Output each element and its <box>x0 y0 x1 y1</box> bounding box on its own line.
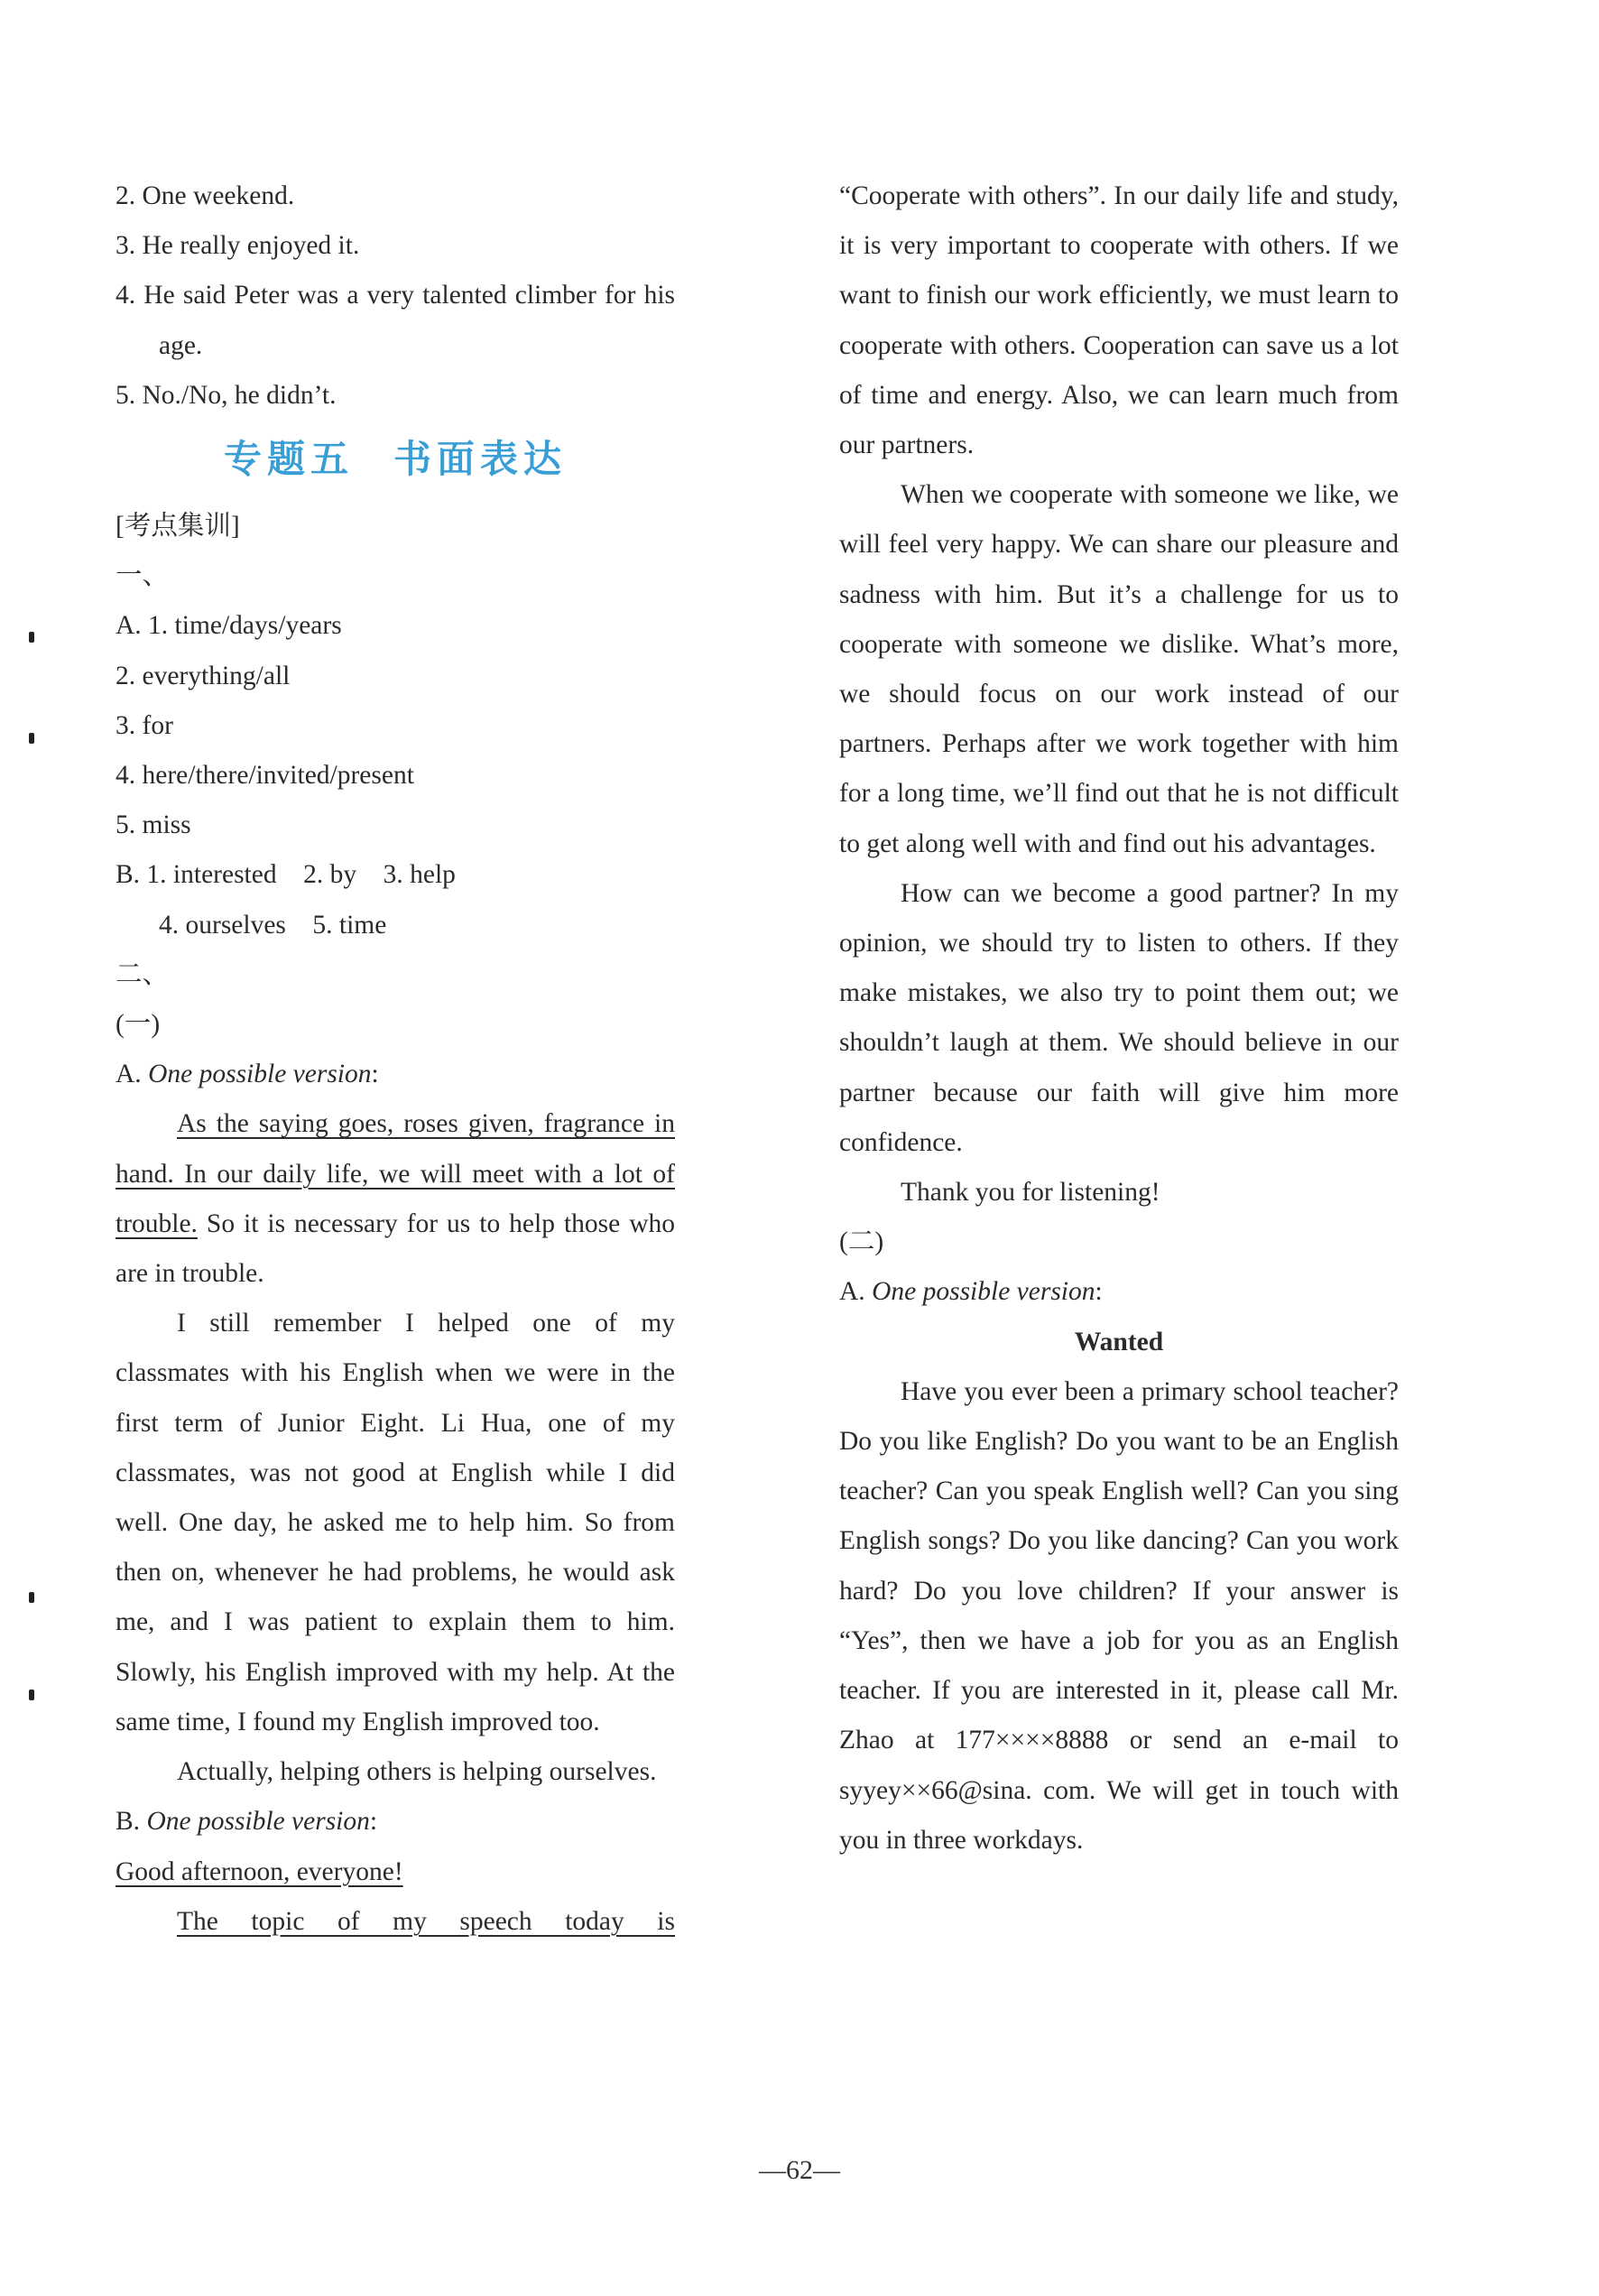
essay-b-greeting <box>116 1847 675 1897</box>
b-line-1: B. 1. interested 2. by 3. help <box>116 860 456 890</box>
version-a-label <box>116 1050 675 1099</box>
a-item-4: 4. here/there/invited/present <box>116 761 414 791</box>
b-line-2: 4. ourselves 5. time <box>159 910 387 940</box>
page-number: —62— <box>759 2155 840 2185</box>
subhead: [考点集训] <box>116 512 240 542</box>
essay-b-paragraph-2: When we cooperate with someone we like, we will feel very happy. We can share our pleasure and sadness with him. But it’s a challenge for us to cooperate with someone we dislike. What’s more, we should focus on our work instead of our partners. Perhaps after we work together with him for a long time, we’ll find out that he is not difficult to get along well with and find out his advantages. <box>839 480 1399 858</box>
essay-b-topic-text: The topic of my speech today is <box>177 1906 675 1936</box>
answer-3: 3. He really enjoyed it. <box>116 231 360 261</box>
version-a-colon: : <box>371 1060 379 1089</box>
ad-body: Have you ever been a primary school teacher? Do you like English? Do you want to be an English teacher? Can you speak English well? Can you sing English songs? Do you like dancing? Can you work hard? Do you love children? If your answer is “Yes”, then we have a job for you as an English teacher. If you are interested in it, please call Mr. Zhao at 177××××8888 or send an e-mail to syyey××66@sina. com. We will get in touch with you in three workdays. <box>839 1376 1399 1855</box>
answer-2: 2. One weekend. <box>116 181 295 210</box>
version-a2-colon: : <box>1095 1277 1103 1307</box>
a-item-1: A. 1. time/days/years <box>116 611 342 641</box>
section-title-name: 书面表达 <box>393 440 568 482</box>
essay-b-paragraph-1: “Cooperate with others”. In our daily life and study, it is very important to cooperate with others. If we want to finish our work efficiently, we must learn to cooperate with others. Cooperation can save us a lot of time and energy. Also, we can learn much from our partners. <box>839 181 1399 460</box>
version-b-italic: One possible version <box>146 1807 370 1837</box>
a-item-2: 2. everything/all <box>116 661 291 690</box>
a-item-5: 5. miss <box>116 810 191 840</box>
sub1-label: (一) <box>116 1010 161 1040</box>
version-b-prefix: B. <box>116 1807 147 1837</box>
right-column <box>839 171 1399 1866</box>
essay-a-underlined: As the saying goes, roses given, fragrance in hand. In our daily life, we will meet with a lot of trouble. <box>116 1109 675 1238</box>
essay-b-paragraph-3: How can we become a good partner? In my opinion, we should try to listen to others. If they make mistakes, we also try to point them out; we shouldn’t laugh at them. We should believe in our partner because our faith will give him more confidence. <box>839 878 1399 1157</box>
margin-mark <box>29 733 34 744</box>
a-item-3: 3. for <box>116 710 173 740</box>
version-b-label <box>116 1797 675 1847</box>
ad-title: Wanted <box>1074 1327 1164 1356</box>
version-a2-label <box>839 1267 1399 1317</box>
essay-a-paragraph-3: Actually, helping others is helping ourselves. <box>177 1757 657 1787</box>
version-b-colon: : <box>369 1807 378 1837</box>
essay-b-greeting-text: Good afternoon, everyone! <box>116 1856 403 1886</box>
essay-a-paragraph-2: I still remember I helped one of my classmates with his English when we were in the first term of Junior Eight. Li Hua, one of my classmates, was not good at English while I did well. One day, he asked me to help him. So from then on, whenever he had problems, he would ask me, and I was patient to explain them to him. Slowly, his English improved with my help. At the same time, I found my English improved too. <box>116 1309 675 1736</box>
section-title <box>116 424 675 496</box>
part1-label: 一、 <box>116 561 170 591</box>
version-a2-italic: One possible version <box>872 1277 1095 1307</box>
margin-mark <box>29 632 34 643</box>
section-title-number: 专题五 <box>223 440 354 482</box>
version-a2-prefix: A. <box>839 1277 873 1307</box>
margin-mark <box>29 1592 34 1603</box>
answer-4: 4. He said Peter was a very talented climber for his age. <box>116 281 675 360</box>
essay-a-paragraph-1 <box>116 1099 675 1299</box>
version-a-italic: One possible version <box>148 1060 372 1089</box>
part2-label: 二、 <box>116 959 170 989</box>
version-a-prefix: A. <box>116 1060 149 1089</box>
essay-a-p1-rest: So it is necessary for us to help those who are in trouble. <box>116 1208 675 1289</box>
answer-5: 5. No./No, he didn’t. <box>116 380 337 410</box>
margin-mark <box>29 1690 34 1700</box>
essay-b-paragraph-4: Thank you for listening! <box>901 1178 1160 1208</box>
essay-b-topic <box>116 1897 675 1947</box>
sub2-label: (二) <box>839 1227 884 1257</box>
left-column <box>116 171 675 1947</box>
